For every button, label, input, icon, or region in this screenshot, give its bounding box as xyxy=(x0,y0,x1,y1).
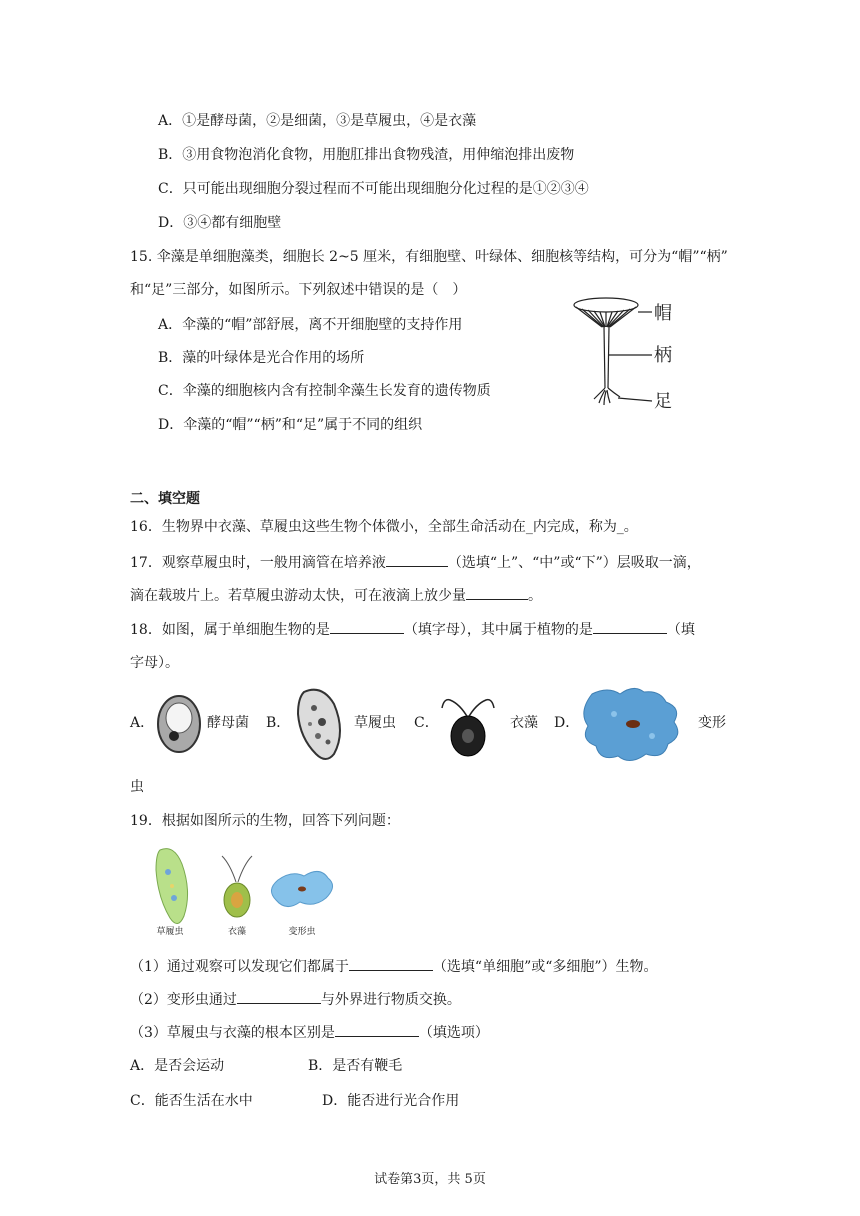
q16-text: 16．生物界中衣藻、草履虫这些生物个体微小，全部生命活动在_内完成，称为_。 xyxy=(130,519,638,535)
q19-p3-text-b: （填选项） xyxy=(418,1025,489,1041)
q19-label-amoeba: 变形虫 xyxy=(288,927,316,937)
q19-stem: 19．根据如图所示的生物，回答下列问题： xyxy=(130,813,400,829)
q15-option-d: D．伞藻的“帽”“柄”和“足”属于不同的组织 xyxy=(158,417,423,433)
q17-line1 xyxy=(130,552,701,573)
q15-stem-line2: 和“足”三部分，如图所示。下列叙述中错误的是（ ） xyxy=(130,282,467,298)
fig-foot-label: 足 xyxy=(654,391,672,412)
q19-blank1[interactable] xyxy=(349,956,433,971)
q14-option-d: D．③④都有细胞壁 xyxy=(158,215,282,231)
amoeba-image xyxy=(578,684,686,766)
q15-option-b: B．藻的叶绿体是光合作用的场所 xyxy=(158,350,365,366)
q17-line2 xyxy=(130,585,542,606)
q17-blank1[interactable] xyxy=(386,552,448,567)
q19-blank2[interactable] xyxy=(237,989,321,1004)
q19-blank3[interactable] xyxy=(335,1022,419,1037)
q19-p1-text-b: （选填“单细胞”或“多细胞”）生物。 xyxy=(432,959,658,975)
q18-name-c: 衣藻 xyxy=(510,715,538,731)
fig-cap-label: 帽 xyxy=(654,303,672,324)
q19-part3 xyxy=(130,1022,489,1043)
q19-p2-text-b: 与外界进行物质交换。 xyxy=(320,992,461,1008)
q18-letter-a: A． xyxy=(130,715,155,731)
q18-part2: （填字母），其中属于植物的是 xyxy=(403,622,593,638)
q19-p3-text-a: （3）草履虫与衣藻的根本区别是 xyxy=(130,1025,335,1041)
q19-part1 xyxy=(130,956,658,977)
q17-blank2[interactable] xyxy=(466,585,528,600)
q19-figure xyxy=(152,842,338,940)
yeast-image xyxy=(154,692,204,756)
q18-part1: 18．如图，属于单细胞生物的是 xyxy=(130,622,330,638)
fig-stalk-label: 柄 xyxy=(654,345,672,366)
q18-name-a: 酵母菌 xyxy=(207,715,249,731)
q17-part3: 滴在载玻片上。若草履虫游动太快，可在液滴上放少量 xyxy=(130,588,466,604)
q14-option-c: C．只可能出现细胞分裂过程而不可能出现细胞分化过程的是①②③④ xyxy=(158,181,589,197)
acetabularia-figure xyxy=(568,293,688,423)
q18-letter-d: D． xyxy=(554,715,580,731)
q18-blank1[interactable] xyxy=(330,619,404,634)
q19-part2 xyxy=(130,989,461,1010)
page-footer: 试卷第3页，共 5页 xyxy=(374,1172,486,1187)
q17-part1: 17．观察草履虫时，一般用滴管在培养液 xyxy=(130,555,386,571)
q19-p1-text-a: （1）通过观察可以发现它们都属于 xyxy=(130,959,349,975)
q15-option-c: C．伞藻的细胞核内含有控制伞藻生长发育的遗传物质 xyxy=(158,383,491,399)
q14-option-b: B．③用食物泡消化食物，用胞肛排出食物残渣，用伸缩泡排出废物 xyxy=(158,147,575,163)
q19-p2-text-a: （2）变形虫通过 xyxy=(130,992,237,1008)
q18-name-d: 变形 xyxy=(698,715,726,731)
q18-name-b: 草履虫 xyxy=(354,715,396,731)
paramecium-image xyxy=(290,684,350,764)
q15-stem-line1: 15. 伞藻是单细胞藻类，细胞长 2~5 厘米，有细胞壁、叶绿体、细胞核等结构，可分为“帽”“柄” xyxy=(130,249,728,265)
q19-option-a: A．是否会运动 xyxy=(130,1058,225,1074)
q19-option-c: C．能否生活在水中 xyxy=(130,1093,253,1109)
q19-option-d: D．能否进行光合作用 xyxy=(322,1093,460,1109)
section-title: 二、填空题 xyxy=(130,491,200,507)
q18-wrap: 虫 xyxy=(130,779,144,795)
q14-option-a: A．①是酵母菌，②是细菌，③是草履虫，④是衣藻 xyxy=(158,113,477,129)
q17-part2: （选填“上”、“中”或“下”）层吸取一滴， xyxy=(447,555,701,571)
q19-label-paramecium: 草履虫 xyxy=(156,927,184,937)
q15-option-a: A．伞藻的“帽”部舒展，离不开细胞壁的支持作用 xyxy=(158,317,463,333)
q18-line2: 字母）。 xyxy=(130,655,179,671)
q18-letter-c: C． xyxy=(414,715,439,731)
q19-option-b: B．是否有鞭毛 xyxy=(308,1058,403,1074)
q18-part3: （填 xyxy=(666,622,695,638)
q18-letter-b: B． xyxy=(266,715,291,731)
q18-blank2[interactable] xyxy=(593,619,667,634)
q17-part4: 。 xyxy=(528,588,542,604)
q18-line1 xyxy=(130,619,695,640)
q19-label-chlamydomonas: 衣藻 xyxy=(227,927,247,937)
chlamydomonas-image xyxy=(438,690,498,762)
